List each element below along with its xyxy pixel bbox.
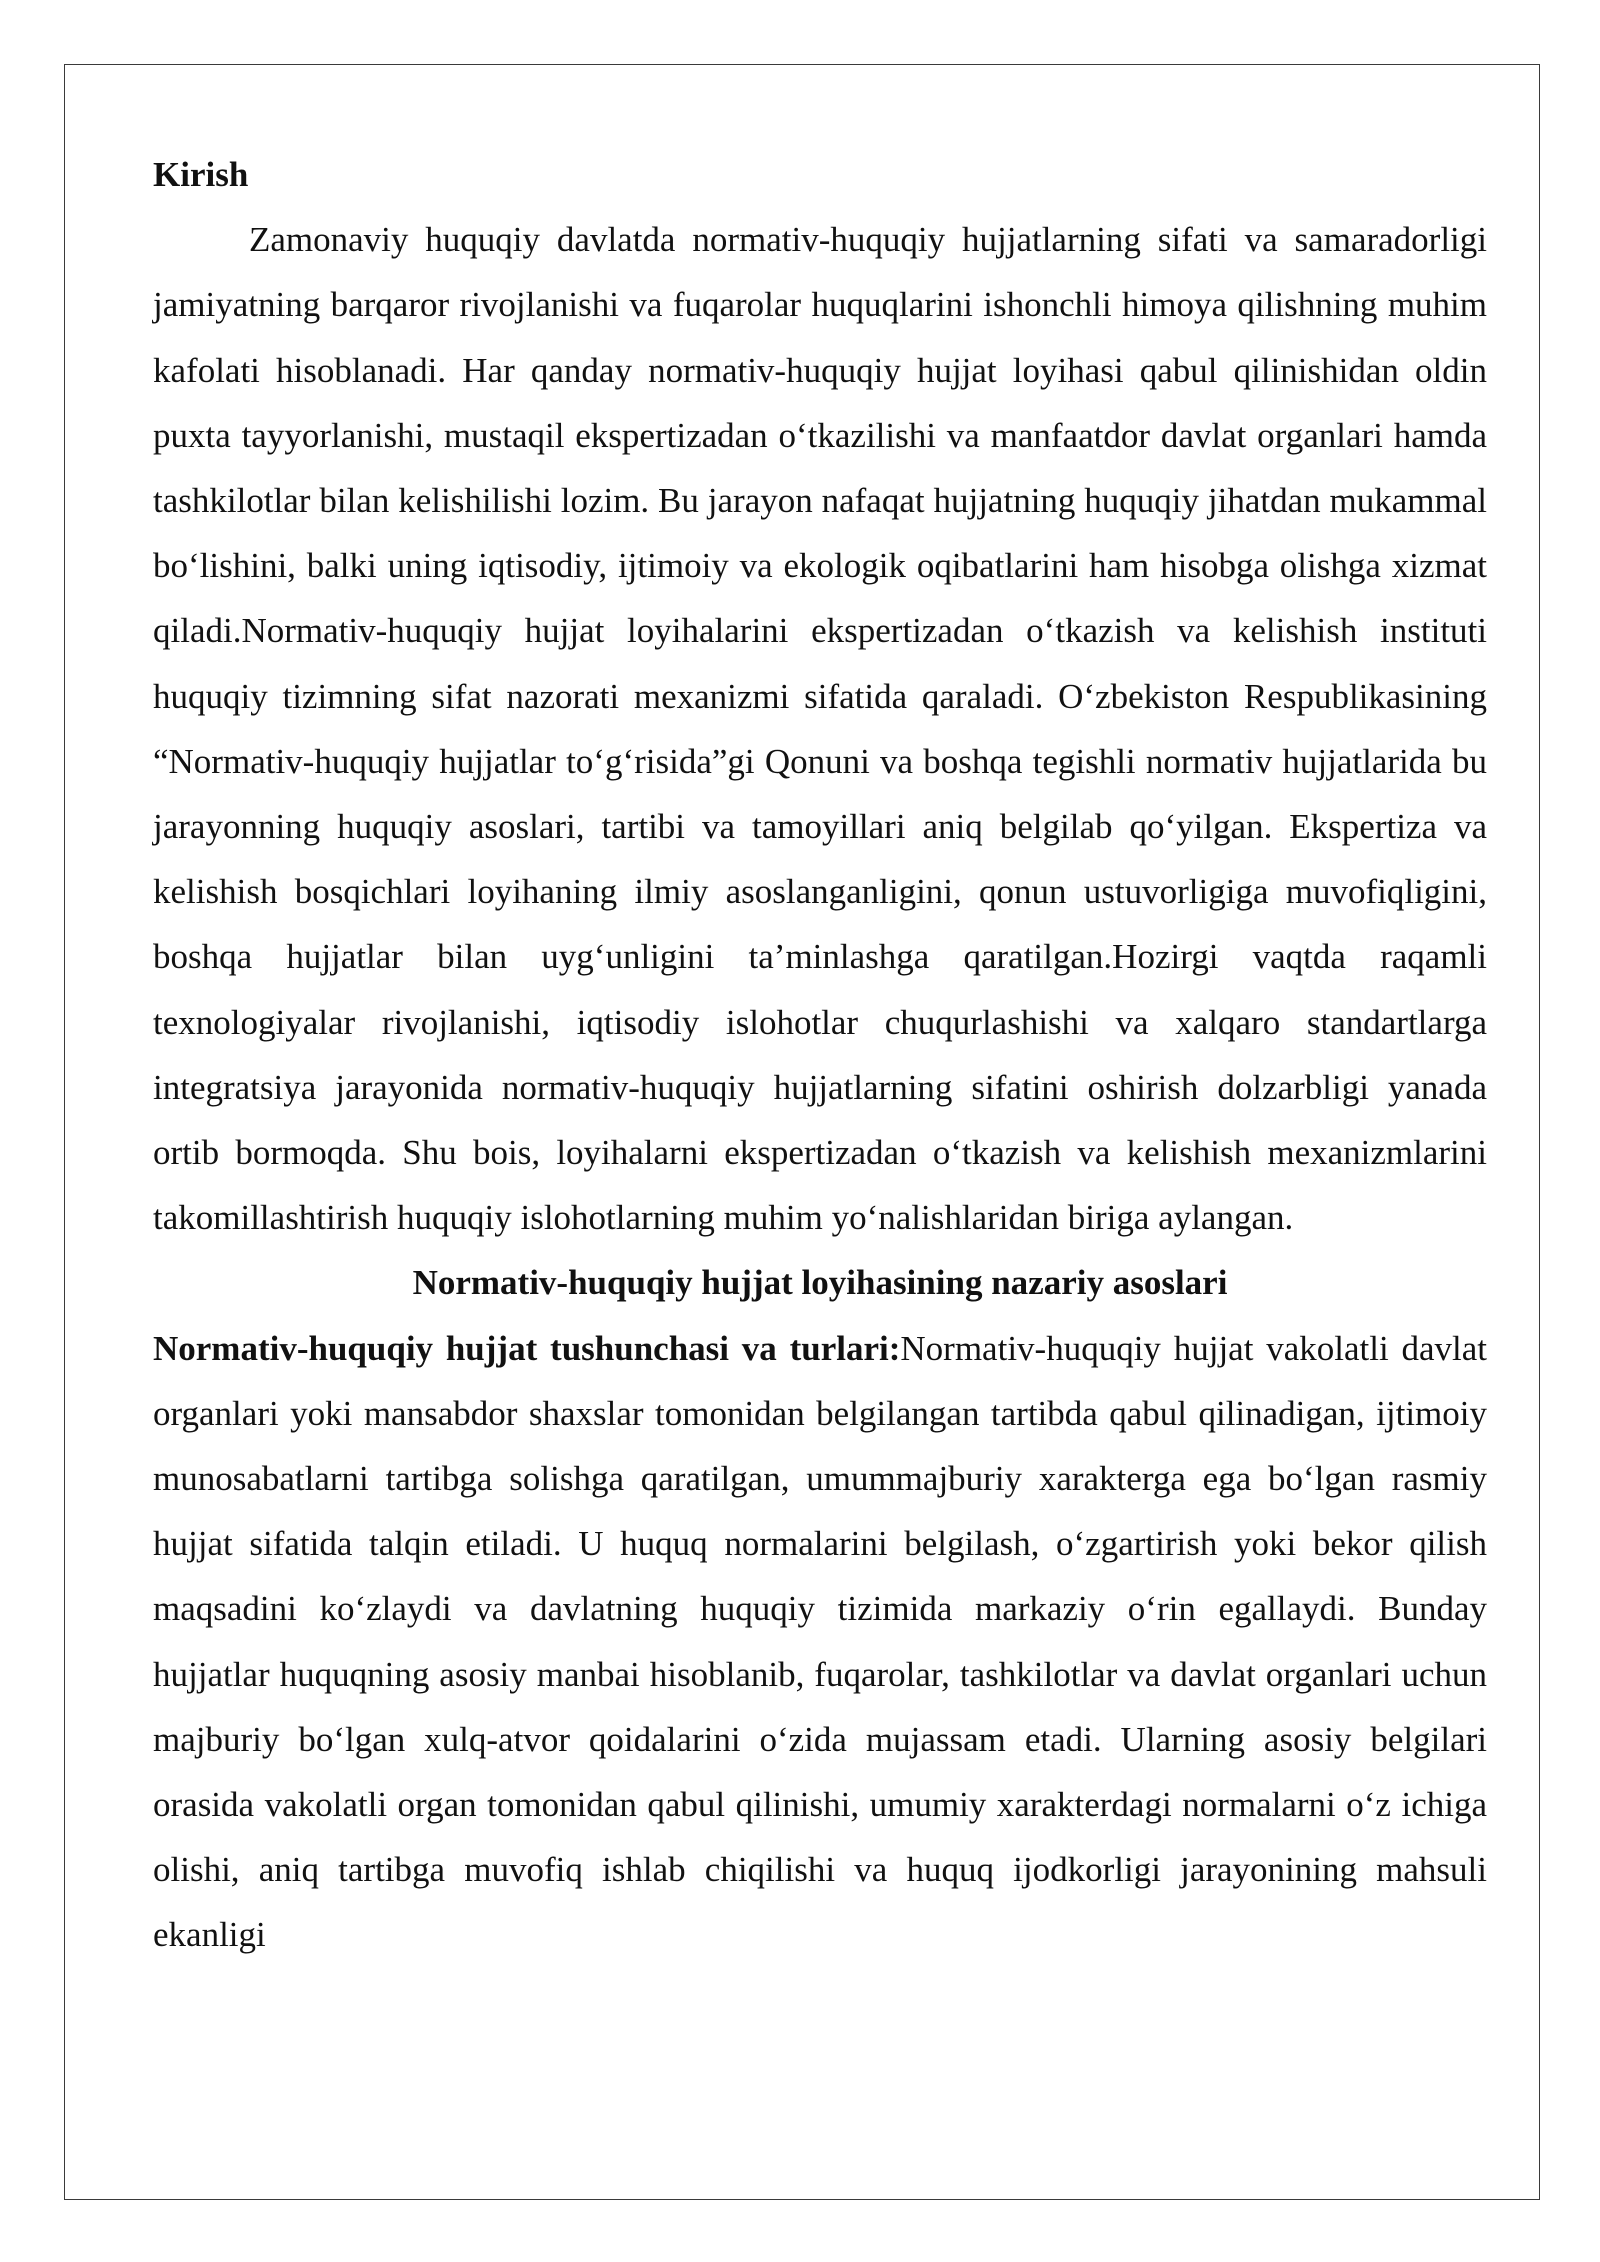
document-body	[153, 142, 1487, 1968]
subsection-lead: Normativ-huquqiy hujjat tushunchasi va turlari:	[153, 1328, 901, 1368]
subsection-body: Normativ-huquqiy hujjat vakolatli davlat organlari yoki mansabdor shaxslar tomonidan belgilangan tartibda qabul qilinadigan, ijtimoiy munosabatlarni tartibga solishga qaratilgan, umummajburiy xarakterga ega bo‘lgan rasmiy hujjat sifatida talqin etiladi. U huquq normalarini belgilash, o‘zgartirish yoki bekor qilish maqsadini ko‘zlaydi va davlatning huquqiy tizimida markaziy o‘rin egallaydi. Bunday hujjatlar huquqning asosiy manbai hisoblanib, fuqarolar, tashkilotlar va davlat organlari uchun majburiy bo‘lgan xulq-atvor qoidalarini o‘zida mujassam etadi. Ularning asosiy belgilari orasida vakolatli organ tomonidan qabul qilinishi, umumiy xarakterdagi normalarni o‘z ichiga olishi, aniq tartibga muvofiq ishlab chiqilishi va huquq ijodkorligi jarayonining mahsuli ekanligi	[153, 1328, 1487, 1955]
section-title: Normativ-huquqiy hujjat loyihasining nazariy asoslari	[412, 1263, 1228, 1303]
intro-heading: Kirish	[153, 155, 249, 194]
intro-paragraph: Zamonaviy huquqiy davlatda normativ-huquqiy hujjatlarning sifati va samaradorligi jamiyatning barqaror rivojlanishi va fuqarolar huquqlarini ishonchli himoya qilishning muhim kafolati hisoblanadi. Har qanday normativ-huquqiy hujjat loyihasi qabul qilinishidan oldin puxta tayyorlanishi, mustaqil ekspertizadan o‘tkazilishi va manfaatdor davlat organlari hamda tashkilotlar bilan kelishilishi lozim. Bu jarayon nafaqat hujjatning huquqiy jihatdan mukammal bo‘lishini, balki uning iqtisodiy, ijtimoiy va ekologik oqibatlarini ham hisobga olishga xizmat qiladi.Normativ-huquqiy hujjat loyihalarini ekspertizadan o‘tkazish va kelishish instituti huquqiy tizimning sifat nazorati mexanizmi sifatida qaraladi. O‘zbekiston Respublikasining “Normativ-huquqiy hujjatlar to‘g‘risida”gi Qonuni va boshqa tegishli normativ hujjatlarida bu jarayonning huquqiy asoslari, tartibi va tamoyillari aniq belgilab qo‘yilgan. Ekspertiza va kelishish bosqichlari loyihaning ilmiy asoslanganligini, qonun ustuvorligiga muvofiqligini, boshqa hujjatlar bilan uyg‘unligini ta’minlashga qaratilgan.Hozirgi vaqtda raqamli texnologiyalar rivojlanishi, iqtisodiy islohotlar chuqurlashishi va xalqaro standartlarga integratsiya jarayonida normativ-huquqiy hujjatlarning sifatini oshirish dolzarbligi yanada ortib bormoqda. Shu bois, loyihalarni ekspertizadan o‘tkazish va kelishish mexanizmlarini takomillashtirish huquqiy islohotlarning muhim yo‘nalishlaridan biriga aylangan.	[153, 220, 1487, 1238]
subsection-paragraph	[153, 1316, 1487, 1968]
